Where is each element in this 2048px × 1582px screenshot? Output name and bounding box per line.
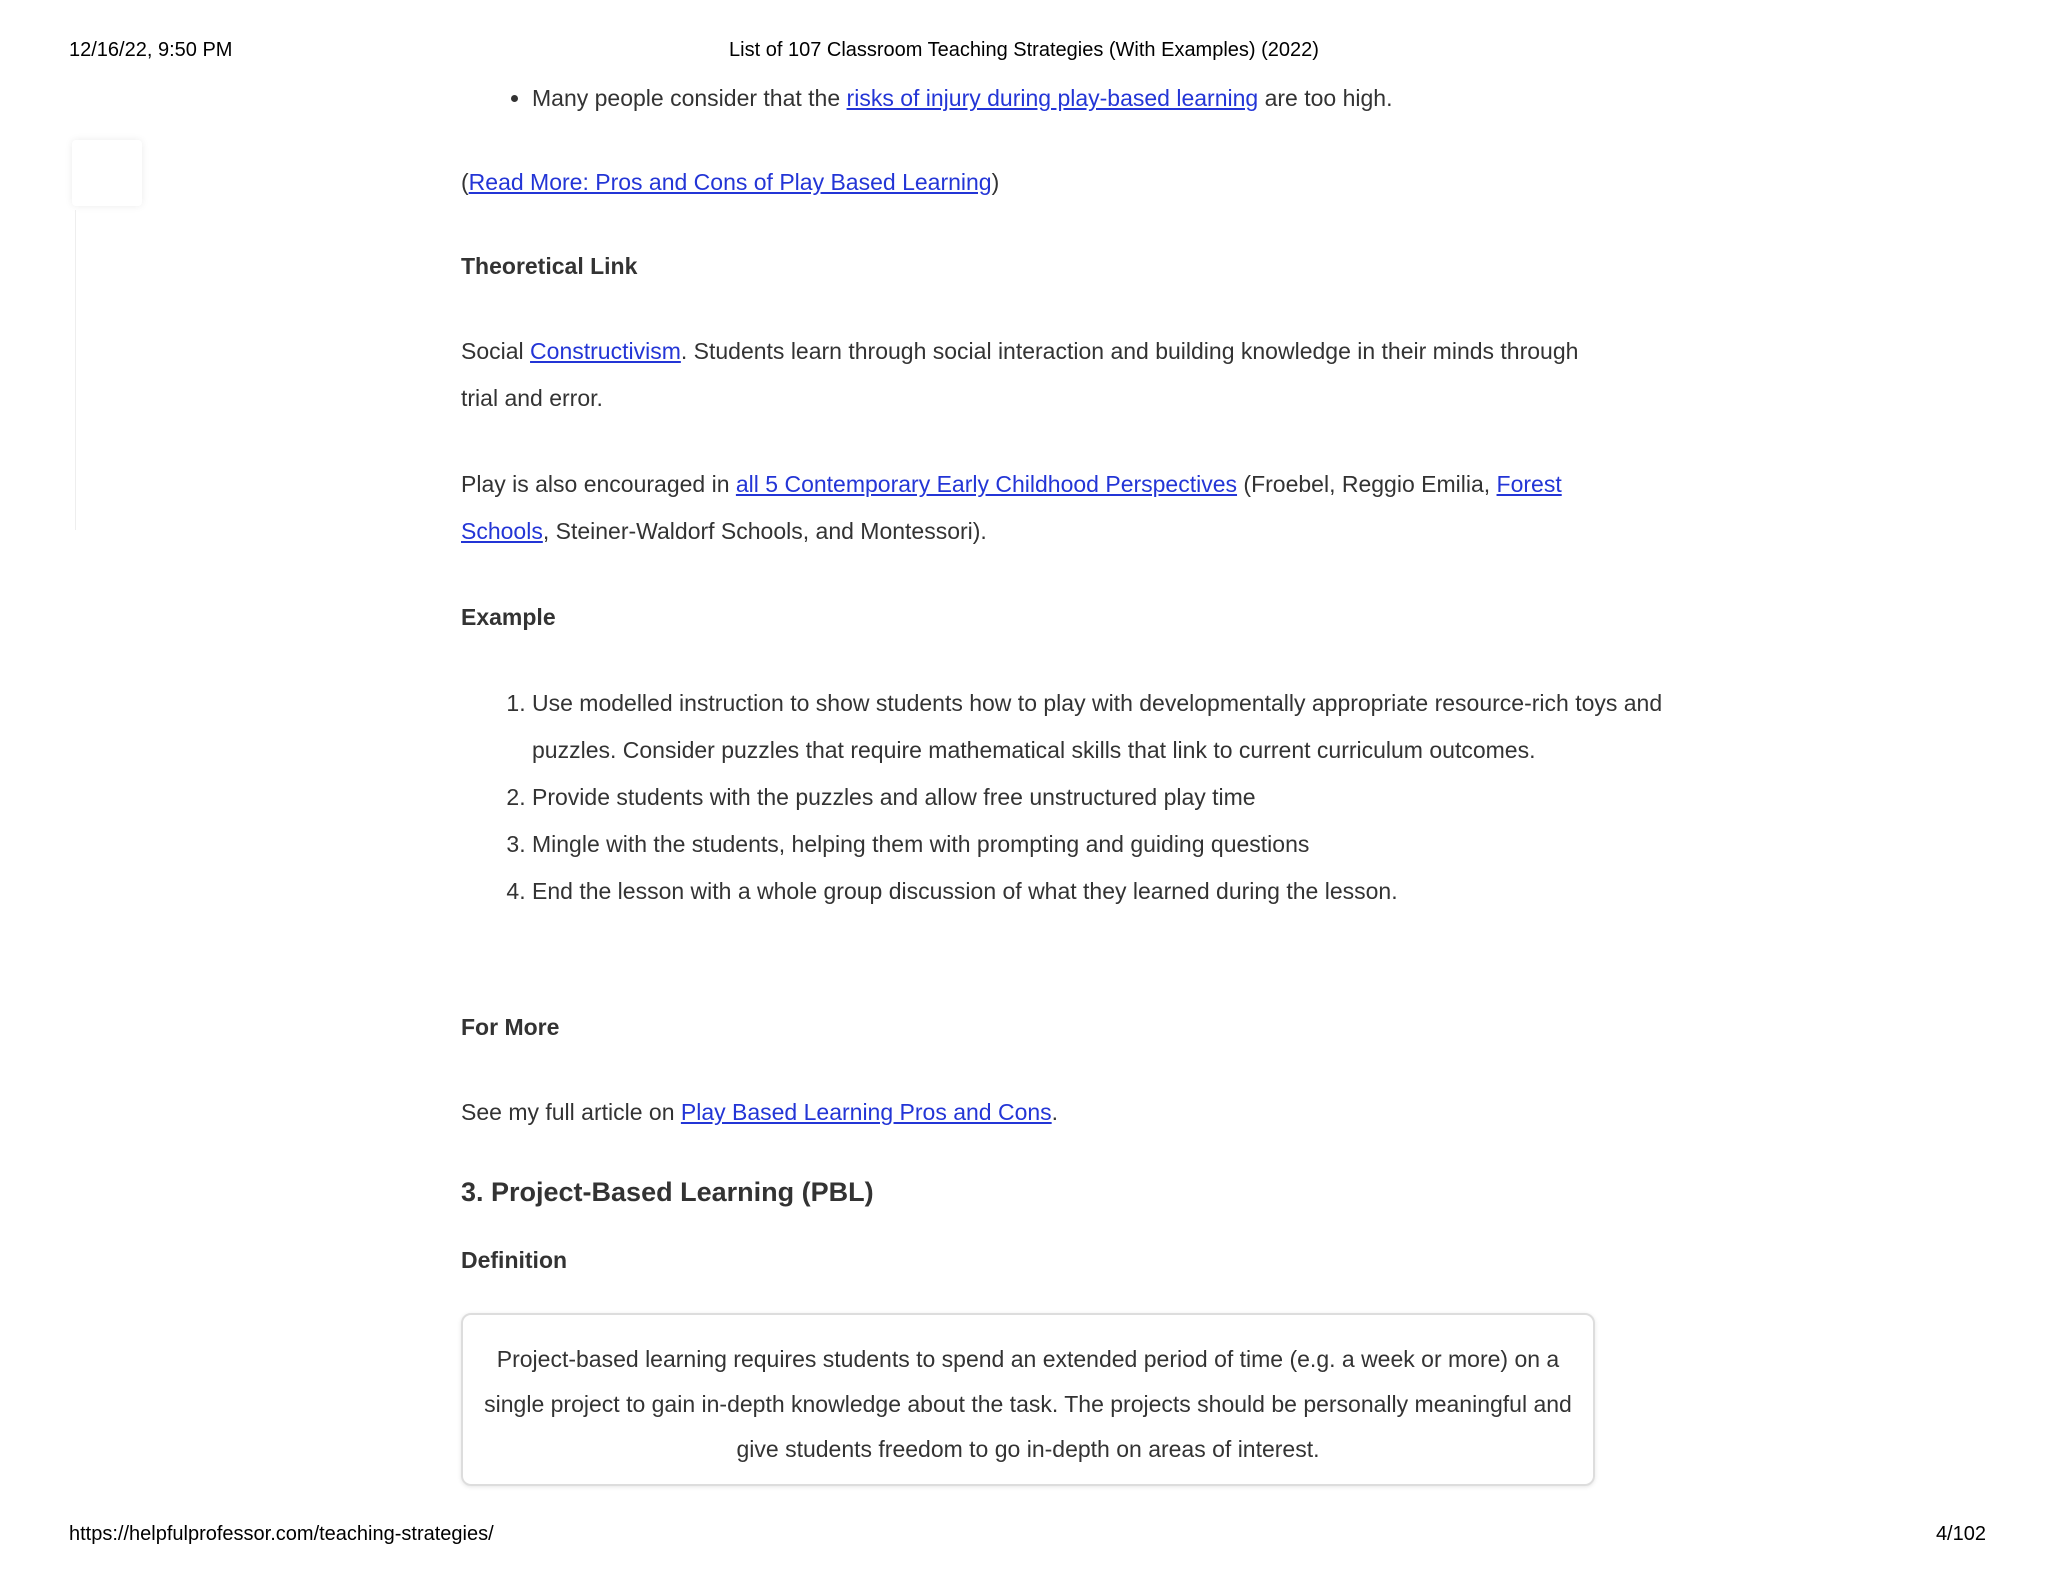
sidebar-divider — [75, 210, 76, 530]
section-3-title: 3. Project-Based Learning (PBL) — [461, 1177, 874, 1207]
definition-box — [461, 1313, 1595, 1486]
for-more-paragraph: See my full article on Play Based Learning Pros and Cons. — [461, 1099, 1059, 1125]
for-more-heading: For More — [461, 1014, 560, 1040]
read-more-paragraph: (Read More: Pros and Cons of Play Based Learning) — [461, 169, 1000, 195]
definition-text: Project-based learning requires students to spend an extended period of time (e.g. a week or more) on a single project to gain in-depth knowledge about the task. The projects should be personally meaningful and give students freedom to go in-depth on areas of interest. — [484, 1346, 1572, 1462]
forest-schools-link[interactable]: Forest Schools — [461, 471, 1562, 544]
constructivism-link[interactable]: Constructivism — [530, 338, 681, 364]
print-page-title: List of 107 Classroom Teaching Strategies (With Examples) (2022) — [729, 39, 1319, 61]
list-item: • Many people consider that the risks of injury during play-based learning are too high. — [532, 75, 1670, 122]
definition-heading: Definition — [461, 1247, 568, 1273]
list-item: 4. End the lesson with a whole group discussion of what they learned during the lesson. — [532, 868, 1670, 915]
print-page-number: 4/102 — [1935, 1523, 1986, 1545]
risks-of-injury-link[interactable]: risks of injury during play-based learning — [846, 85, 1259, 111]
read-more-link[interactable]: Read More: Pros and Cons of Play Based Learning — [468, 169, 992, 195]
print-date: 12/16/22, 9:50 PM — [69, 39, 233, 61]
print-url: https://helpfulprofessor.com/teaching-strategies/ — [69, 1523, 494, 1545]
early-childhood-perspectives-link[interactable]: all 5 Contemporary Early Childhood Perspectives — [735, 471, 1238, 497]
perspectives-paragraph: Play is also encouraged in all 5 Contemporary Early Childhood Perspectives (Froebel, Reggio Emilia, Forest Schools, Steiner-Waldorf Schools, and Montessori). — [461, 471, 1562, 544]
cons-list — [461, 75, 1670, 122]
list-item: 3. Mingle with the students, helping them with prompting and guiding questions — [532, 821, 1670, 868]
list-item: 1. Use modelled instruction to show students how to play with developmentally appropriate resource-rich toys and puzzles. Consider puzzles that require mathematical skills that link to current curriculum outcomes. — [532, 680, 1670, 774]
floating-share-widget — [72, 140, 142, 206]
theoretical-link-paragraph: Social Constructivism. Students learn through social interaction and building knowledge in their minds through trial and error. — [461, 338, 1579, 411]
list-item: 2. Provide students with the puzzles and allow free unstructured play time — [532, 774, 1670, 821]
play-based-learning-article-link[interactable]: Play Based Learning Pros and Cons — [680, 1099, 1052, 1125]
example-steps — [461, 680, 1670, 915]
example-heading: Example — [461, 604, 556, 630]
theoretical-link-heading: Theoretical Link — [461, 253, 638, 279]
